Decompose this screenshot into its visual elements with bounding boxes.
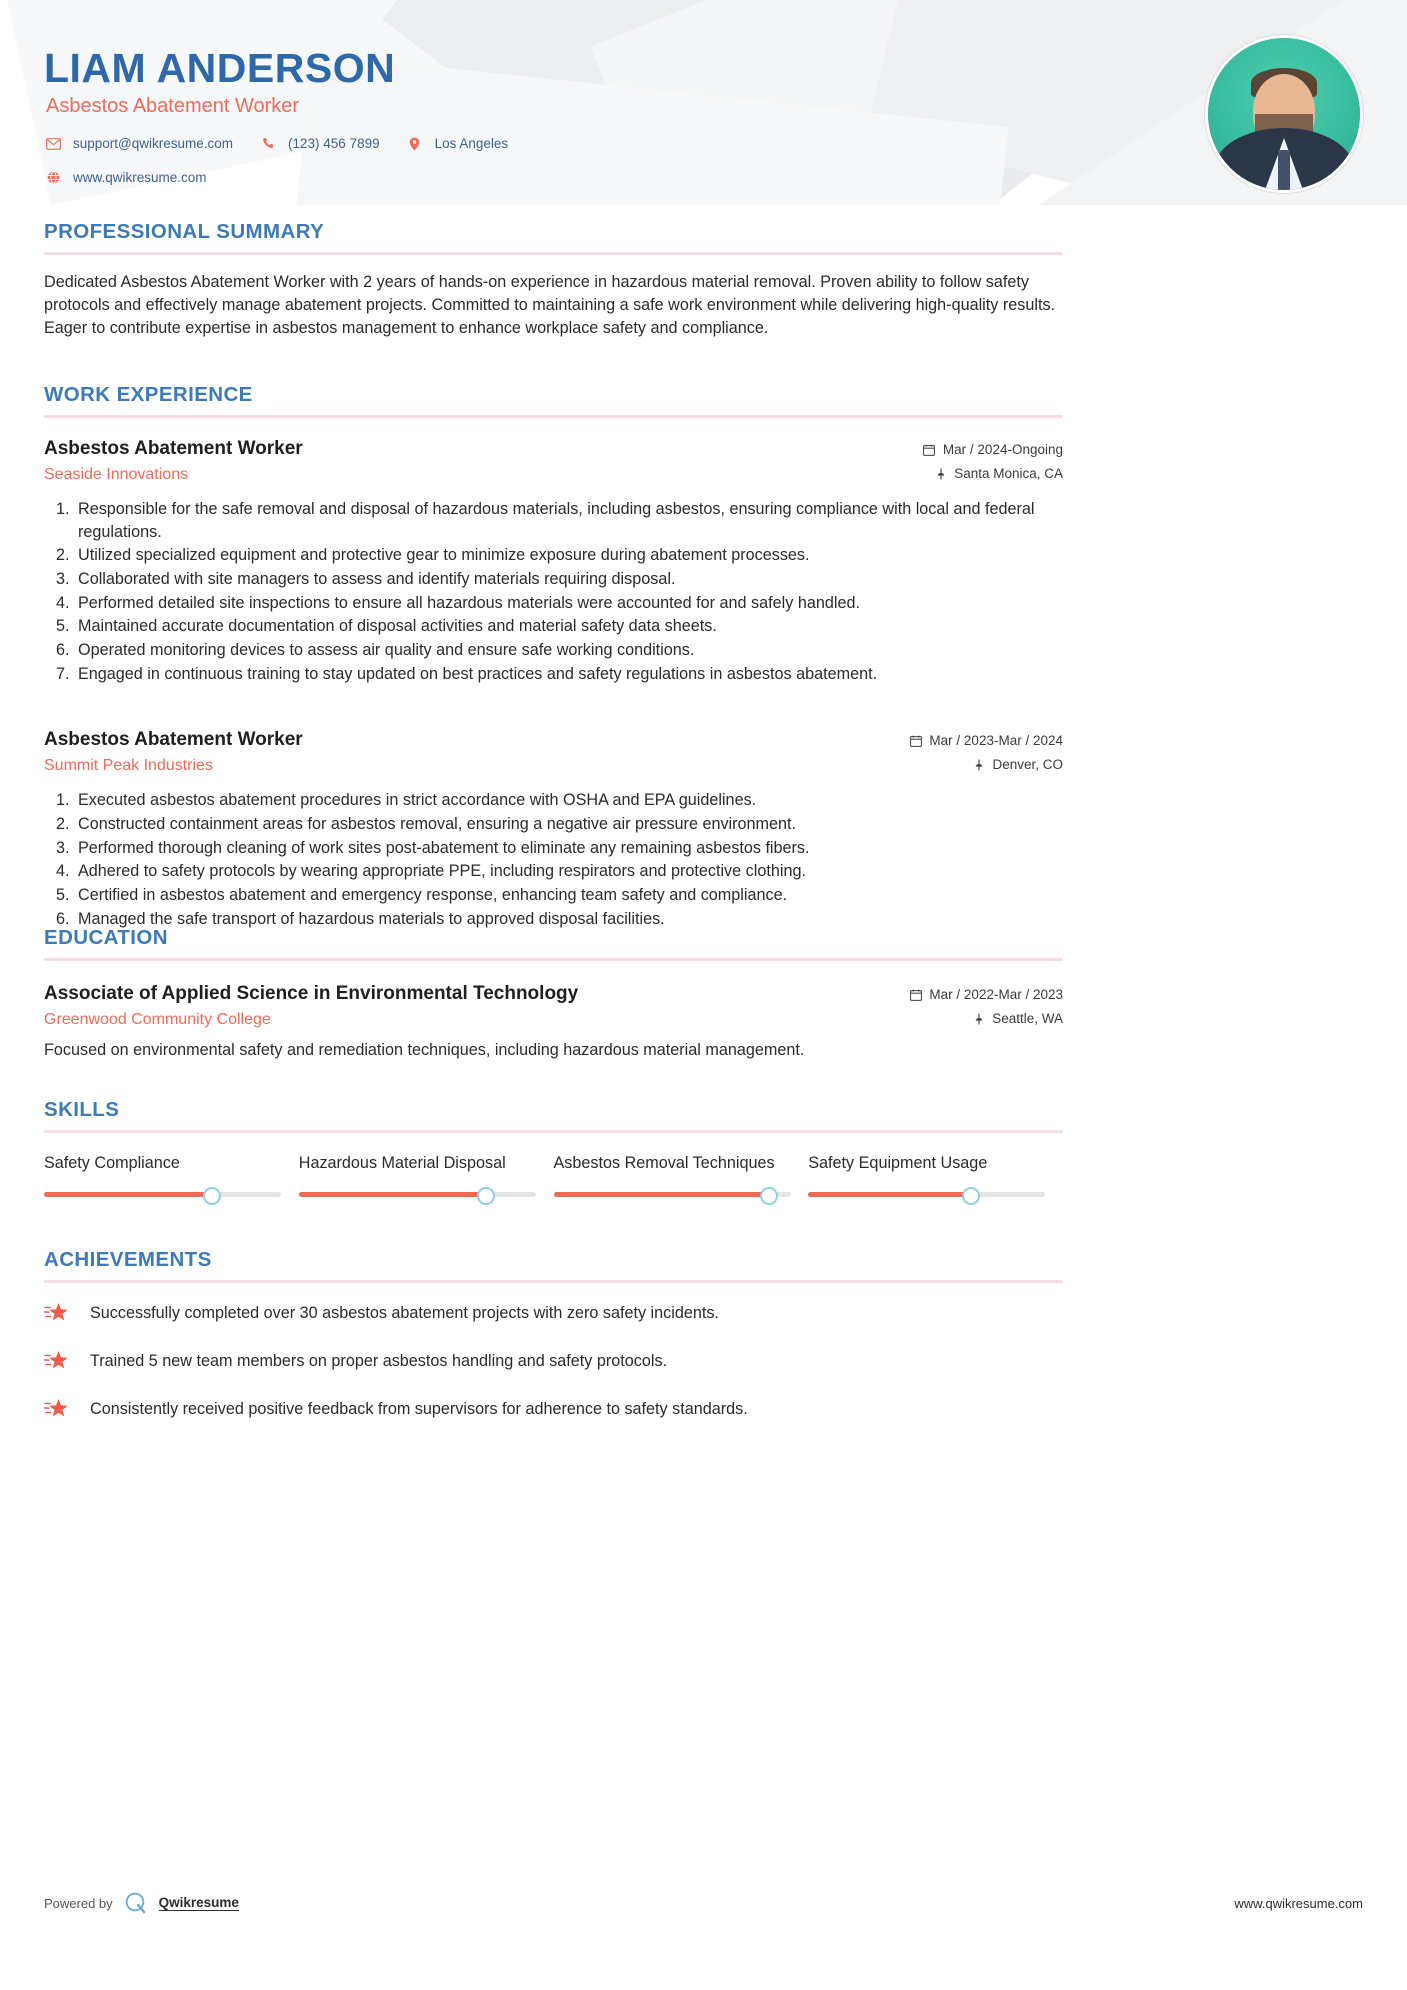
footer: [44, 1890, 1363, 1916]
calendar-icon: [923, 444, 936, 456]
education-school: Greenwood Community College: [44, 1011, 271, 1028]
contact-email[interactable]: [44, 136, 233, 151]
contact-row-secondary: [44, 170, 233, 185]
skill-slider[interactable]: [808, 1187, 1045, 1201]
skill-item: [808, 1153, 1063, 1201]
section-divider: [44, 958, 1063, 961]
work-bullet: 4. Performed detailed site inspections to ensure all hazardous materials were accounted for and safely handled.: [74, 592, 1063, 615]
contact-website[interactable]: [44, 170, 207, 185]
skill-item: [44, 1153, 299, 1201]
qwikresume-logo-icon: [123, 1890, 149, 1916]
globe-icon: [44, 171, 62, 184]
work-bullet: 6. Managed the safe transport of hazardous materials to approved disposal facilities.: [74, 908, 1063, 931]
avatar: [1205, 35, 1363, 193]
skill-name: Hazardous Material Disposal: [298, 1154, 506, 1172]
section-divider: [44, 415, 1063, 418]
section-title: WORK EXPERIENCE: [44, 383, 253, 406]
star-burst-icon: [44, 1397, 74, 1421]
footer-website[interactable]: www.qwikresume.com: [1234, 1895, 1363, 1911]
qwikresume-brand[interactable]: Qwikresume: [158, 1895, 239, 1910]
achievements-list: [44, 1301, 1063, 1421]
calendar-icon: [909, 735, 922, 747]
education-entry-header: [44, 983, 1063, 1029]
contact-website-value: www.qwikresume.com: [73, 170, 207, 185]
achievement-text: Successfully completed over 30 asbestos abatement projects with zero safety incidents.: [90, 1303, 719, 1322]
achievement-text: Consistently received positive feedback from supervisors for adherence to safety standards.: [90, 1399, 748, 1418]
skill-fill: [808, 1192, 969, 1197]
work-dates: Mar / 2024-Ongoing: [942, 442, 1063, 457]
powered-by-label: Powered by: [44, 1895, 113, 1911]
education-description: Focused on environmental safety and remediation techniques, including hazardous material management.: [44, 1041, 805, 1059]
candidate-name: LIAM ANDERSON: [44, 45, 396, 91]
pin-icon: [934, 468, 947, 480]
location-pin-icon: [406, 137, 424, 151]
work-dates-line: [923, 442, 1063, 457]
work-meta: [909, 729, 1063, 772]
education-degree: Associate of Applied Science in Environmental Technology: [44, 983, 579, 1004]
skills-grid: [44, 1153, 1063, 1201]
star-burst-icon: [44, 1349, 74, 1373]
work-bullet: 5. Maintained accurate documentation of disposal activities and material safety data sheets.: [74, 615, 1063, 638]
work-bullet: 1. Responsible for the safe removal and disposal of hazardous materials, including asbestos, ensuring compliance with local and federal regulations.: [74, 498, 1063, 543]
achievement-item: [44, 1301, 1063, 1325]
work-meta: [923, 438, 1063, 481]
section-education: [44, 926, 1063, 1062]
work-role: Asbestos Abatement Worker: [44, 729, 303, 751]
work-entry-header: [44, 438, 1063, 484]
skill-name: Safety Equipment Usage: [808, 1154, 988, 1172]
skill-knob[interactable]: [962, 1187, 980, 1205]
skill-name: Asbestos Removal Techniques: [553, 1154, 775, 1172]
achievement-item: [44, 1397, 1063, 1421]
work-entry: [44, 438, 1063, 685]
work-bullet: 3. Performed thorough cleaning of work sites post-abatement to eliminate any remaining asbestos fibers.: [74, 837, 1063, 860]
section-divider: [44, 1130, 1063, 1133]
section-title: ACHIEVEMENTS: [44, 1248, 212, 1271]
work-bullet: 1. Executed asbestos abatement procedures in strict accordance with OSHA and EPA guidelines.: [74, 789, 1063, 812]
contact-phone-value: (123) 456 7899: [288, 136, 380, 151]
education-location: Seattle, WA: [992, 1011, 1063, 1026]
star-burst-icon: [44, 1301, 74, 1325]
work-dates: Mar / 2023-Mar / 2024: [929, 733, 1063, 749]
work-entry: [44, 729, 1063, 930]
skill-slider[interactable]: [554, 1187, 791, 1201]
work-company: Summit Peak Industries: [44, 757, 213, 775]
work-bullet: 6. Operated monitoring devices to assess air quality and ensure safe working conditions.: [74, 639, 1063, 662]
section-divider: [44, 1280, 1063, 1283]
work-location-line: [909, 757, 1063, 772]
skill-knob[interactable]: [203, 1187, 221, 1205]
education-entry: [44, 983, 1063, 1062]
section-divider: [44, 252, 1063, 255]
section-achievements: [44, 1248, 1063, 1445]
calendar-icon: [909, 989, 922, 1001]
section-skills: [44, 1098, 1063, 1201]
skill-item: [554, 1153, 809, 1201]
achievement-text: Trained 5 new team members on proper asbestos handling and safety protocols.: [90, 1351, 668, 1370]
skill-fill: [554, 1192, 767, 1197]
work-company: Seaside Innovations: [44, 466, 189, 483]
education-location-line: [909, 1011, 1063, 1026]
contact-location-value: Los Angeles: [434, 136, 509, 151]
contact-phone[interactable]: [259, 136, 380, 151]
work-bullets: [44, 498, 1063, 685]
section-title: PROFESSIONAL SUMMARY: [44, 220, 325, 243]
phone-icon: [259, 137, 277, 150]
skill-knob[interactable]: [760, 1187, 778, 1205]
work-entry-header: [44, 729, 1063, 775]
candidate-job-title: Asbestos Abatement Worker: [46, 95, 300, 117]
powered-by: [44, 1890, 239, 1916]
education-dates-line: [909, 987, 1063, 1002]
work-bullet: 7. Engaged in continuous training to stay updated on best practices and safety regulations in asbestos abatement.: [74, 663, 1063, 686]
pin-icon: [972, 1013, 985, 1025]
work-dates-line: [909, 733, 1063, 748]
skill-slider[interactable]: [299, 1187, 536, 1201]
skill-name: Safety Compliance: [44, 1154, 180, 1172]
section-title: EDUCATION: [44, 926, 168, 949]
education-dates: Mar / 2022-Mar / 2023: [929, 987, 1063, 1002]
pin-icon: [972, 759, 985, 771]
section-work-experience: [44, 383, 1063, 931]
work-bullets: [44, 789, 1063, 930]
skill-knob[interactable]: [477, 1187, 495, 1205]
work-location-line: [923, 466, 1063, 481]
achievement-item: [44, 1349, 1063, 1373]
email-icon: [44, 138, 62, 150]
contact-email-value: support@qwikresume.com: [73, 136, 234, 151]
skill-fill: [44, 1192, 210, 1197]
section-title: SKILLS: [44, 1098, 120, 1121]
contact-location: [406, 136, 509, 151]
work-location: Denver, CO: [992, 757, 1063, 773]
section-professional-summary: [44, 220, 1063, 340]
work-bullet: 3. Collaborated with site managers to assess and identify materials requiring disposal.: [74, 568, 1063, 591]
work-bullet: 4. Adhered to safety protocols by wearing appropriate PPE, including respirators and protective clothing.: [74, 860, 1063, 883]
work-location: Santa Monica, CA: [954, 466, 1063, 481]
skill-item: [299, 1153, 554, 1201]
skill-fill: [299, 1192, 484, 1197]
work-role: Asbestos Abatement Worker: [44, 438, 303, 459]
work-bullet: 2. Constructed containment areas for asbestos removal, ensuring a negative air pressure environment.: [74, 813, 1063, 836]
work-bullet: 5. Certified in asbestos abatement and emergency response, enhancing team safety and compliance.: [74, 884, 1063, 907]
summary-text: Dedicated Asbestos Abatement Worker with 2 years of hands-on experience in hazardous material removal. Proven ability to follow safety protocols and effectively manage abatement projects. Committed to maintaining a safe work environment while delivering high-quality results. Eager to contribute expertise in asbestos management to enhance workplace safety and compliance.: [44, 273, 1056, 338]
contact-row-primary: [44, 136, 534, 151]
work-bullet: 2. Utilized specialized equipment and protective gear to minimize exposure during abatement processes.: [74, 544, 1063, 567]
avatar-tie: [1278, 150, 1290, 190]
education-meta: [909, 983, 1063, 1026]
skill-slider[interactable]: [44, 1187, 281, 1201]
